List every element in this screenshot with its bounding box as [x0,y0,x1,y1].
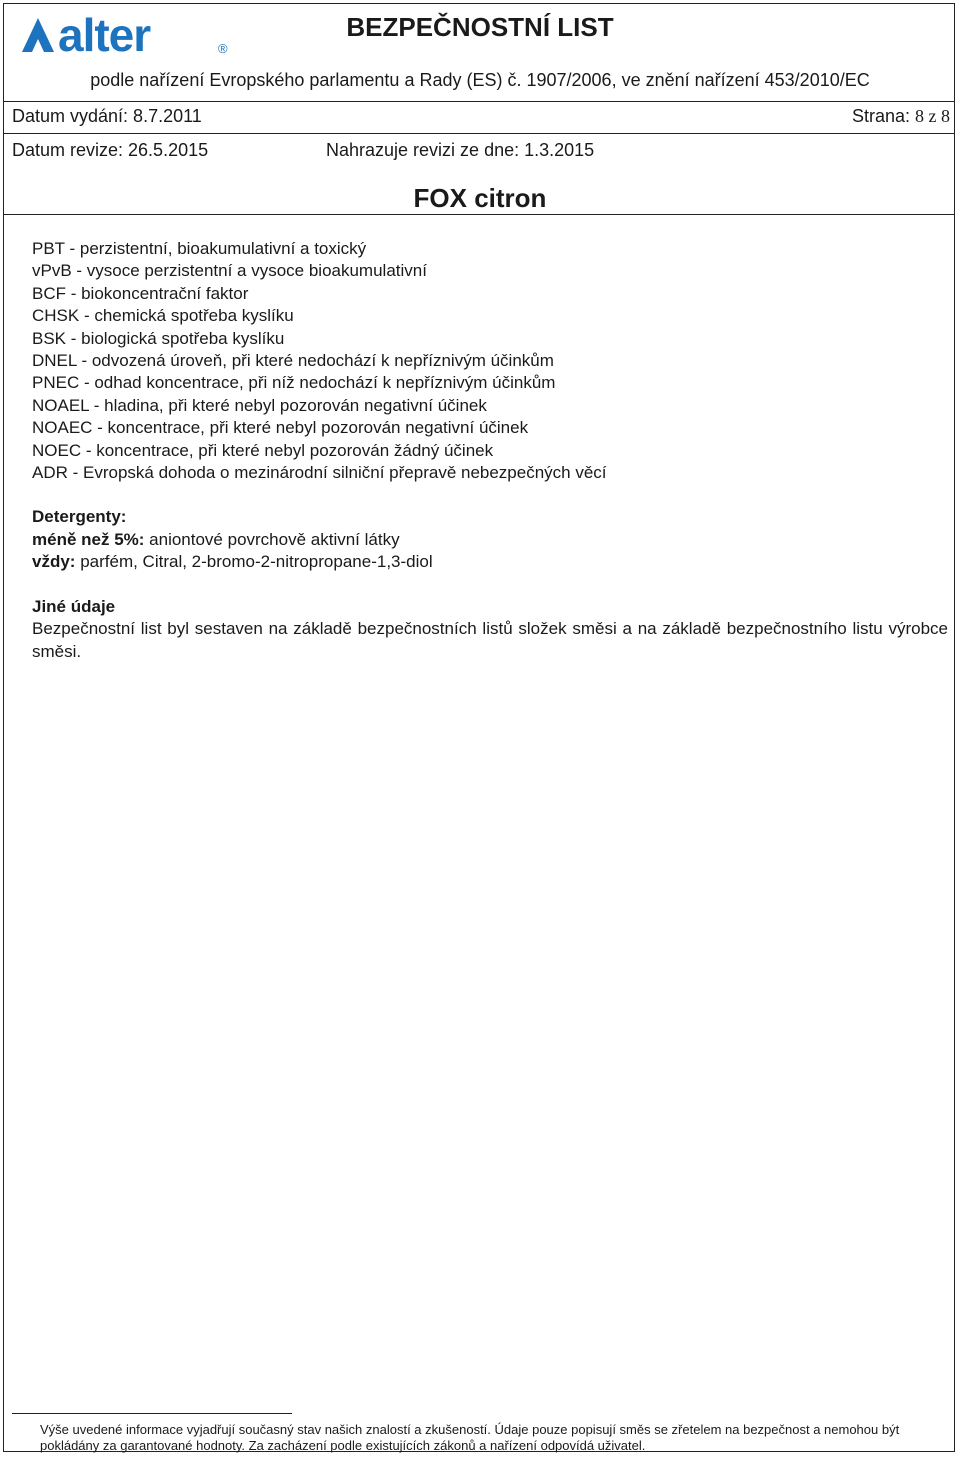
detergents-section [32,506,948,573]
page-frame [3,3,955,1452]
footer-rule [12,1413,292,1414]
abbreviation-item: BSK - biologická spotřeba kyslíku [32,328,285,348]
abbreviation-item: NOEC - koncentrace, při které nebyl pozorován žádný účinek [32,440,494,460]
product-name: FOX citron [413,183,547,213]
replaces-revision: Nahrazuje revizi ze dne: 1.3.2015 [326,140,595,160]
header-divider [4,133,954,134]
detergent-line-always [32,551,948,573]
detergent-value: parfém, Citral, 2-bromo-2-nitropropane-1,3-diol [75,552,433,572]
page-number [852,106,950,127]
document-header [0,0,960,216]
abbreviation-item: BCF - biokoncentrační faktor [32,283,249,303]
footer-disclaimer: Výše uvedené informace vyjadřují současný stav našich znalostí a zkušeností. Údaje pouze popisují směs se zřetelem na bezpečnost a nemohou být pokládány za garantované hodnoty. Za zacházení podle existujících zákonů a nařízení odpovídá uživatel. [40,1422,900,1453]
detergent-label: vždy: [32,552,76,572]
detergent-line-less-than [32,529,948,551]
abbreviation-item: PBT - perzistentní, bioakumulativní a toxický [32,239,367,258]
registered-mark: ® [218,41,228,56]
abbreviation-item: ADR - Evropská dohoda o mezinárodní silniční přepravě nebezpečných věcí [32,463,607,483]
detergents-heading: Detergenty: [32,507,127,527]
other-info-text: Bezpečnostní list byl sestaven na základě bezpečnostních listů složek směsi a na základě bezpečnostního listu výrobce směsi. [32,619,948,661]
abbreviation-item: vPvB - vysoce perzistentní a vysoce bioakumulativní [32,261,427,281]
abbreviation-item: CHSK - chemická spotřeba kyslíku [32,306,294,326]
header-divider [4,214,954,215]
other-info-section [32,596,948,663]
page-label: Strana: [851,106,910,126]
logo-wordmark: alter [58,12,151,56]
revision-date: Datum revize: 26.5.2015 [12,140,209,160]
detergent-value: aniontové povrchově aktivní látky [144,529,400,549]
abbreviation-item: PNEC - odhad koncentrace, při níž nedochází k nepříznivým účinkům [32,373,556,393]
document-title: BEZPEČNOSTNÍ LIST [346,12,614,42]
detergent-label: méně než 5%: [32,529,145,549]
regulation-reference: podle nařízení Evropského parlamentu a Rady (ES) č. 1907/2006, ve znění nařízení 453/2010/EC [90,70,870,90]
abbreviation-list [32,238,948,484]
issue-date: Datum vydání: 8.7.2011 [12,106,202,126]
abbreviation-item: NOAEL - hladina, při které nebyl pozorován negativní účinek [32,395,487,415]
document-body [32,238,948,663]
abbreviation-item: NOAEC - koncentrace, při které nebyl pozorován negativní účinek [32,418,529,438]
abbreviation-item: DNEL - odvozená úroveň, při které nedochází k nepříznivým účinkům [32,351,554,371]
header-divider [4,101,954,102]
other-info-heading: Jiné údaje [32,596,116,616]
page-count: 8 z 8 [915,106,950,126]
